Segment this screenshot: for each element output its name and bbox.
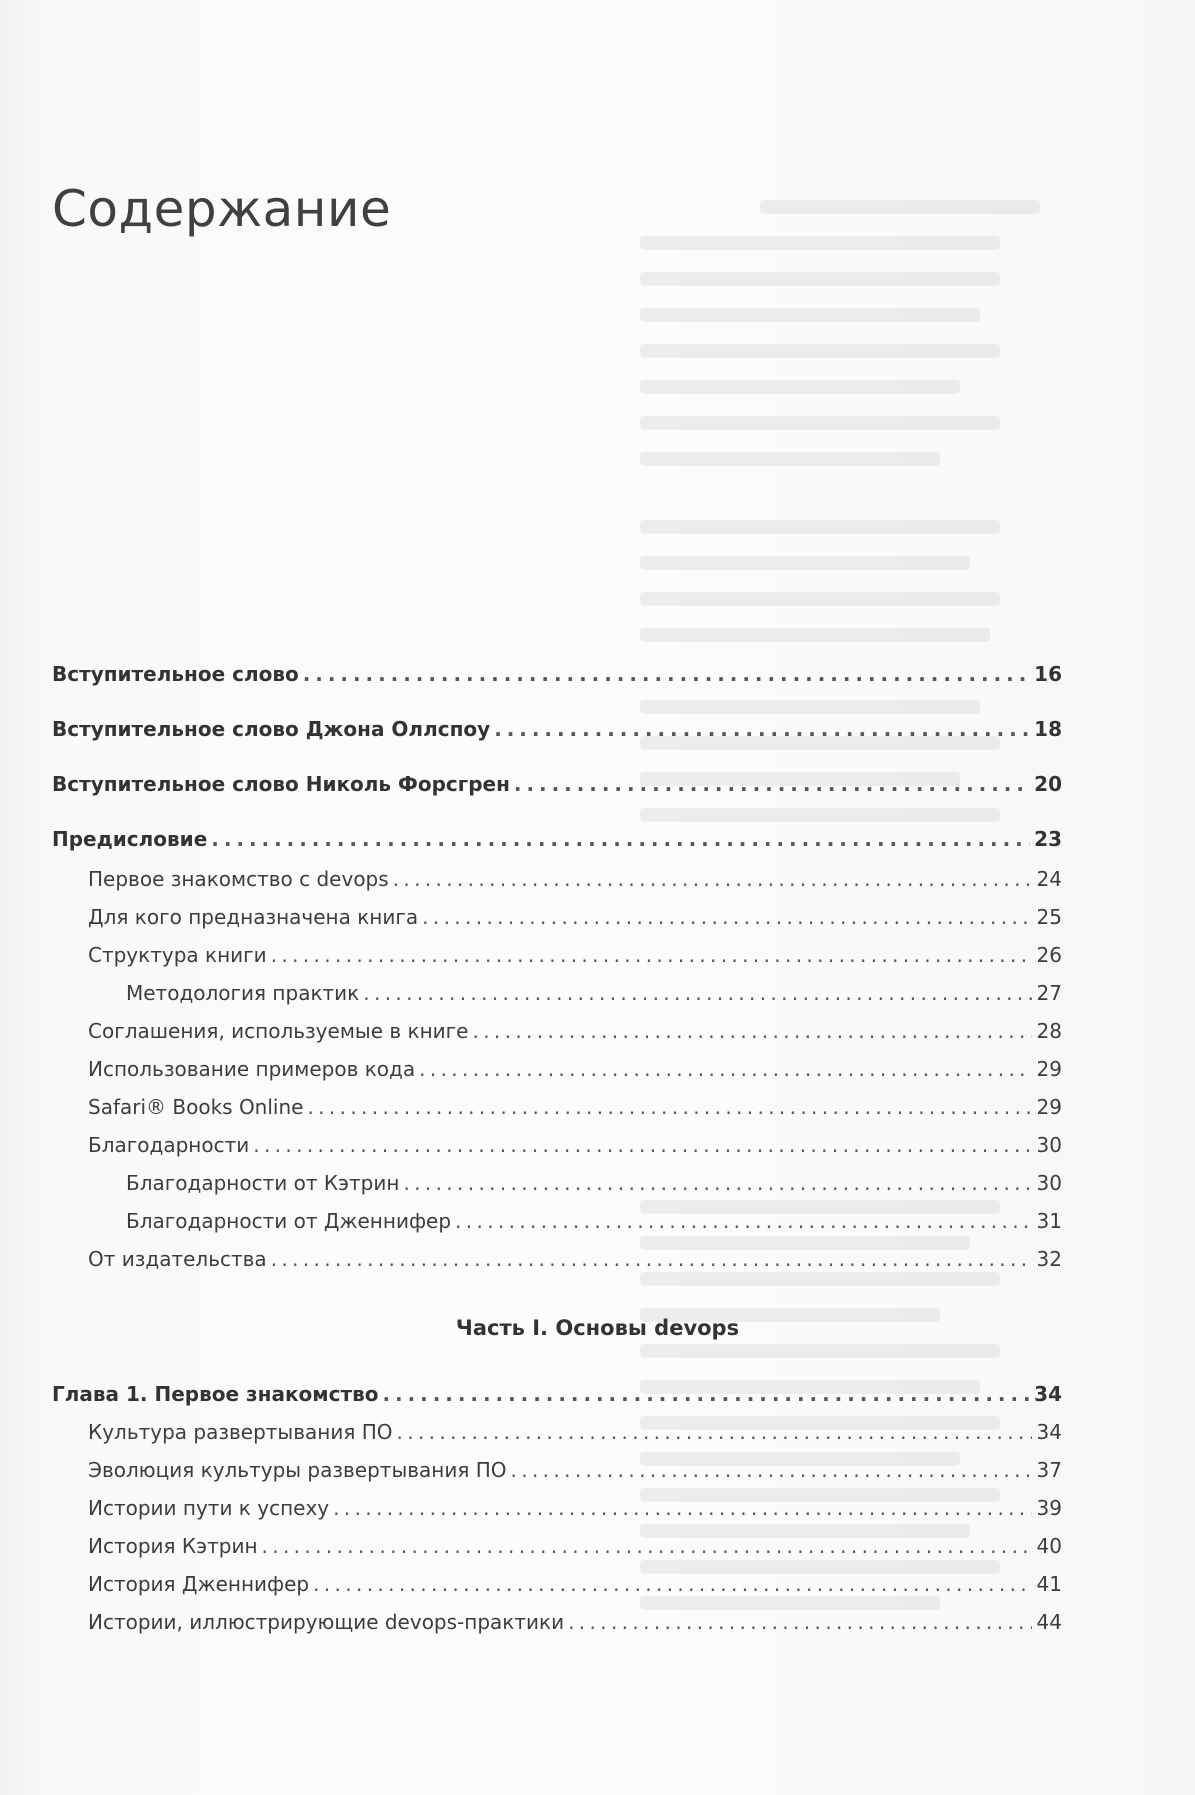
toc-entry-title: Благодарности	[88, 1133, 250, 1157]
toc-leader-dots	[303, 661, 1030, 687]
toc-entry[interactable]	[52, 1056, 1062, 1082]
toc-entry-title: Истории пути к успеху	[88, 1496, 330, 1520]
part-heading: Часть I. Основы devops	[455, 1316, 740, 1340]
toc-entry[interactable]	[52, 942, 1062, 968]
toc-leader-dots	[494, 716, 1030, 742]
toc-entry[interactable]	[52, 904, 1062, 930]
toc-entry-title: История Дженнифер	[88, 1572, 310, 1596]
toc-leader-dots	[403, 1170, 1032, 1196]
toc-leader-dots	[363, 980, 1032, 1006]
toc-leader-dots	[397, 1419, 1032, 1445]
toc-entry[interactable]	[52, 1495, 1062, 1521]
toc-entry-title: Благодарности от Кэтрин	[126, 1171, 400, 1195]
toc-entry[interactable]	[52, 1170, 1062, 1196]
toc-entry[interactable]	[52, 1609, 1062, 1635]
toc-entry-title: От издательства	[88, 1247, 267, 1271]
toc-entry-page: 29	[1036, 1095, 1062, 1119]
toc-entry-page: 34	[1034, 1382, 1062, 1406]
toc-entry-page: 23	[1034, 827, 1062, 851]
toc-entry-page: 30	[1036, 1171, 1062, 1195]
toc-entry-page: 16	[1034, 662, 1062, 686]
toc-entry[interactable]	[52, 716, 1062, 742]
toc-leader-dots	[393, 866, 1032, 892]
toc-entry[interactable]	[52, 980, 1062, 1006]
toc-leader-dots	[455, 1208, 1032, 1234]
toc-entry[interactable]	[52, 1208, 1062, 1234]
toc-entry[interactable]	[52, 1419, 1062, 1445]
toc-entry[interactable]	[52, 1018, 1062, 1044]
toc-leader-dots	[313, 1571, 1032, 1597]
toc-entry[interactable]	[52, 1132, 1062, 1158]
toc-leader-dots	[419, 1056, 1032, 1082]
toc-leader-dots	[271, 1246, 1032, 1272]
toc-entry-page: 29	[1036, 1057, 1062, 1081]
toc-entry-title: Использование примеров кода	[88, 1057, 416, 1081]
toc-entry-title: Культура развертывания ПО	[88, 1420, 393, 1444]
toc-leader-dots	[333, 1495, 1032, 1521]
toc-entry[interactable]	[52, 661, 1062, 687]
toc-entry-page: 24	[1036, 867, 1062, 891]
toc-leader-dots	[511, 1457, 1032, 1483]
toc-entry-title: Истории, иллюстрирующие devops-практики	[88, 1610, 565, 1634]
toc-entry-title: Эволюция культуры развертывания ПО	[88, 1458, 507, 1482]
toc-entry-page: 34	[1036, 1420, 1062, 1444]
toc-entry-title: Для кого предназначена книга	[88, 905, 419, 929]
toc-entry-title: Глава 1. Первое знакомство	[52, 1382, 379, 1406]
toc-leader-dots	[271, 942, 1032, 968]
page-title: Содержание	[52, 180, 392, 238]
toc-entry-page: 40	[1036, 1534, 1062, 1558]
toc-entry-page: 41	[1036, 1572, 1062, 1596]
toc-entry-title: Благодарности от Дженнифер	[126, 1209, 452, 1233]
toc-entry-title: Вступительное слово Николь Форсгрен	[52, 772, 510, 796]
toc-entry[interactable]	[52, 1246, 1062, 1272]
toc-entry-page: 31	[1036, 1209, 1062, 1233]
toc-leader-dots	[514, 771, 1030, 797]
toc-leader-dots	[262, 1533, 1032, 1559]
toc-entry-page: 18	[1034, 717, 1062, 741]
toc-entry-page: 27	[1036, 981, 1062, 1005]
toc-entry-title: Предисловие	[52, 827, 208, 851]
toc-leader-dots	[211, 826, 1030, 852]
toc-leader-dots	[307, 1094, 1032, 1120]
toc-entry-page: 32	[1036, 1247, 1062, 1271]
toc-entry-page: 37	[1036, 1458, 1062, 1482]
toc-entry[interactable]	[52, 771, 1062, 797]
toc-leader-dots	[472, 1018, 1032, 1044]
toc-leader-dots	[382, 1381, 1030, 1407]
toc-entry-page: 20	[1034, 772, 1062, 796]
toc-leader-dots	[253, 1132, 1032, 1158]
toc-entry-page: 26	[1036, 943, 1062, 967]
toc-leader-dots	[422, 904, 1032, 930]
toc-entry-title: Вступительное слово	[52, 662, 299, 686]
toc-entry-page: 44	[1036, 1610, 1062, 1634]
toc-entry[interactable]	[52, 1094, 1062, 1120]
toc-entry[interactable]	[52, 866, 1062, 892]
toc-entry-title: Safari® Books Online	[88, 1095, 304, 1119]
toc-entry-page: 28	[1036, 1019, 1062, 1043]
toc-leader-dots	[568, 1609, 1032, 1635]
toc-entry[interactable]	[52, 1533, 1062, 1559]
toc-entry-title: Вступительное слово Джона Оллспоу	[52, 717, 491, 741]
toc-entry-page: 39	[1036, 1496, 1062, 1520]
toc-entry[interactable]	[52, 1457, 1062, 1483]
toc-entry-title: История Кэтрин	[88, 1534, 258, 1558]
toc-entry-title: Структура книги	[88, 943, 267, 967]
toc-entry[interactable]	[52, 1381, 1062, 1407]
toc-entry-title: Соглашения, используемые в книге	[88, 1019, 469, 1043]
toc-entry[interactable]	[52, 826, 1062, 852]
toc-entry-page: 25	[1036, 905, 1062, 929]
toc-entry[interactable]	[52, 1571, 1062, 1597]
toc-entry-title: Первое знакомство с devops	[88, 867, 389, 891]
toc-entry-page: 30	[1036, 1133, 1062, 1157]
toc-entry-title: Методология практик	[126, 981, 360, 1005]
